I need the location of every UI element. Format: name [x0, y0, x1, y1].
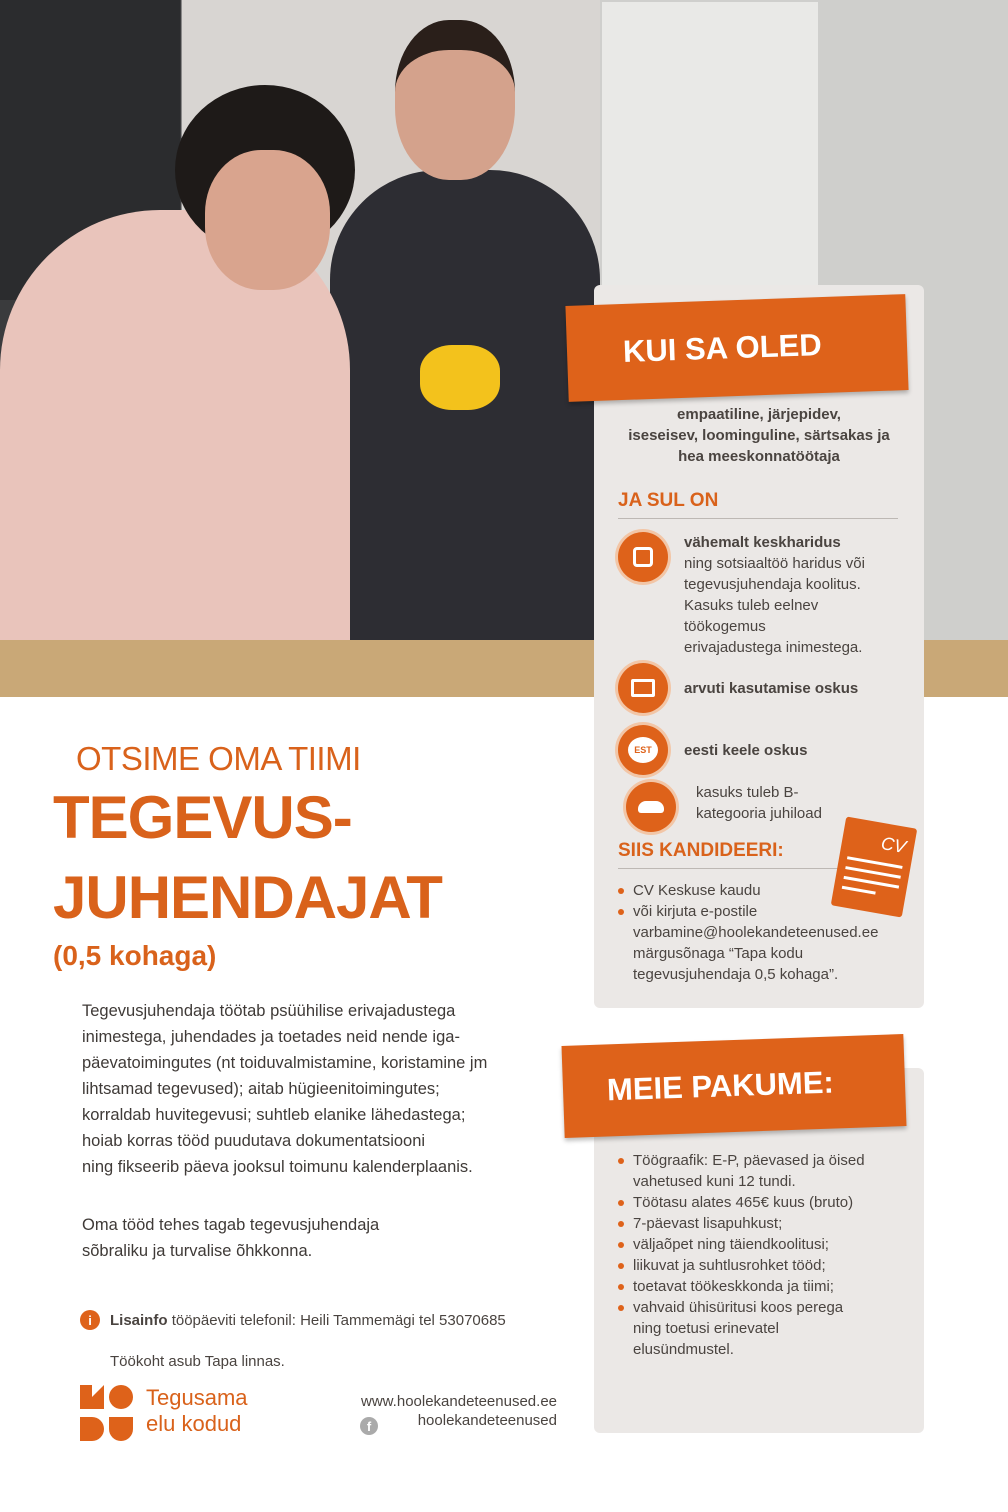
desc-line: sõbraliku ja turvalise õhkkonna. — [82, 1242, 313, 1260]
requirement-computer — [618, 663, 858, 713]
job-title-line1: TEGEVUS- — [53, 784, 352, 851]
apply-line: tegevusjuhendaja 0,5 kohaga”. — [633, 966, 839, 983]
requirement-license — [626, 782, 822, 832]
apply-list — [617, 880, 878, 985]
car-icon — [626, 782, 676, 832]
cv-label: CV — [879, 833, 908, 858]
speech-bubble-icon — [618, 725, 668, 775]
banner-meie-pakume — [561, 1034, 906, 1138]
offer-item: Töötasu alates 465€ kuus (bruto) — [617, 1192, 865, 1213]
contact-text: tööpäeviti telefonil: Heili Tammemägi tel 53070685 — [171, 1311, 506, 1329]
contact-label: Lisainfo — [110, 1311, 168, 1329]
est-label: EST — [628, 737, 658, 763]
apply-cv-keskus[interactable]: CV Keskuse kaudu — [617, 880, 878, 901]
desc-line: hoiab korras tööd puudutava dokumentatsiooni — [82, 1132, 426, 1150]
email-link[interactable]: varbamine@hoolekandeteenused.ee — [633, 924, 879, 941]
job-description — [82, 998, 552, 1180]
trait-line: hea meeskonnatöötaja — [678, 448, 840, 465]
req-line: kasuks tuleb B- — [696, 784, 799, 801]
banner-text: MEIE PAKUME: — [606, 1064, 835, 1108]
logo — [80, 1385, 248, 1441]
req-title: eesti keele oskus — [684, 741, 808, 759]
job-title-line2: JUHENDAJAT — [53, 864, 442, 931]
computer-icon — [618, 663, 668, 713]
desc-line: ning fikseerib päeva jooksul toimunu kalenderplaanis. — [82, 1158, 473, 1176]
req-line: töökogemus — [684, 618, 766, 635]
offer-item: Töögraafik: E-P, päevased ja öised vahetused kuni 12 tundi. — [617, 1150, 865, 1192]
trait-line: iseseisev, loominguline, särtsakas ja — [628, 427, 890, 444]
job-subtitle: (0,5 kohaga) — [53, 940, 217, 971]
facebook-icon[interactable]: f — [360, 1417, 378, 1435]
desc-line: korraldab huvitegevusi; suhtleb elanike lähedastega; — [82, 1106, 466, 1124]
banner-text: KUI SA OLED — [622, 327, 823, 369]
req-line: Kasuks tuleb eelnev — [684, 597, 819, 614]
offer-item: toetavat töökeskkonda ja tiimi; — [617, 1276, 865, 1297]
req-line: erivajadustega inimestega. — [684, 639, 863, 656]
heading-ja-sul-on: JA SUL ON — [618, 490, 898, 519]
website-link[interactable]: www.hoolekandeteenused.ee — [361, 1393, 557, 1410]
banner-kui-sa-oled — [565, 294, 908, 402]
apply-line: märgusõnaga “Tapa kodu — [633, 945, 804, 962]
desc-line: päevatoimingutes (nt toiduvalmistamine, koristamine jm — [82, 1054, 488, 1072]
traits — [600, 404, 918, 467]
desc-line: Oma tööd tehes tagab tegevusjuhendaja — [82, 1216, 380, 1234]
offer-item: liikuvat ja suhtlusrohket tööd; — [617, 1255, 865, 1276]
desc-line: lihtsamad tegevused); aitab hügieenitoimingutes; — [82, 1080, 440, 1098]
desc-line: Tegevusjuhendaja töötab psüühilise erivajadustega — [82, 1002, 456, 1020]
kodu-logo-icon — [80, 1385, 134, 1441]
offer-item: väljaõpet ning täiendkoolitusi; — [617, 1234, 865, 1255]
requirement-education — [618, 532, 865, 658]
offers-list — [617, 1150, 865, 1360]
req-line: ning sotsiaaltöö haridus või — [684, 555, 865, 572]
apply-email-item — [617, 901, 878, 985]
logo-line1: Tegusama — [146, 1385, 248, 1410]
req-line: tegevusjuhendaja koolitus. — [684, 576, 861, 593]
heading-siis-kandideeri: SIIS KANDIDEERI: — [618, 840, 848, 869]
trait-line: empaatiline, järjepidev, — [677, 406, 841, 423]
info-icon: i — [80, 1310, 100, 1330]
req-title: vähemalt keskharidus — [684, 534, 841, 551]
req-line: kategooria juhiload — [696, 805, 822, 822]
offer-item: 7-päevast lisapuhkust; — [617, 1213, 865, 1234]
diploma-icon — [618, 532, 668, 582]
contact-info — [80, 1310, 506, 1330]
requirement-language — [618, 725, 807, 775]
location-text: Töökoht asub Tapa linnas. — [110, 1353, 285, 1370]
facebook-link[interactable]: hoolekandeteenused — [417, 1412, 557, 1429]
offer-item: vahvaid ühisüritusi koos perega ning toetusi erinevatel elusündmustel. — [617, 1297, 865, 1360]
title-small: OTSIME OMA TIIMI — [76, 740, 361, 777]
job-description-2 — [82, 1212, 552, 1264]
apply-line: või kirjuta e-postile — [633, 903, 758, 920]
logo-line2: elu kodud — [146, 1411, 242, 1436]
desc-line: inimestega, juhendades ja toetades neid nende iga- — [82, 1028, 460, 1046]
req-title: arvuti kasutamise oskus — [684, 679, 859, 697]
